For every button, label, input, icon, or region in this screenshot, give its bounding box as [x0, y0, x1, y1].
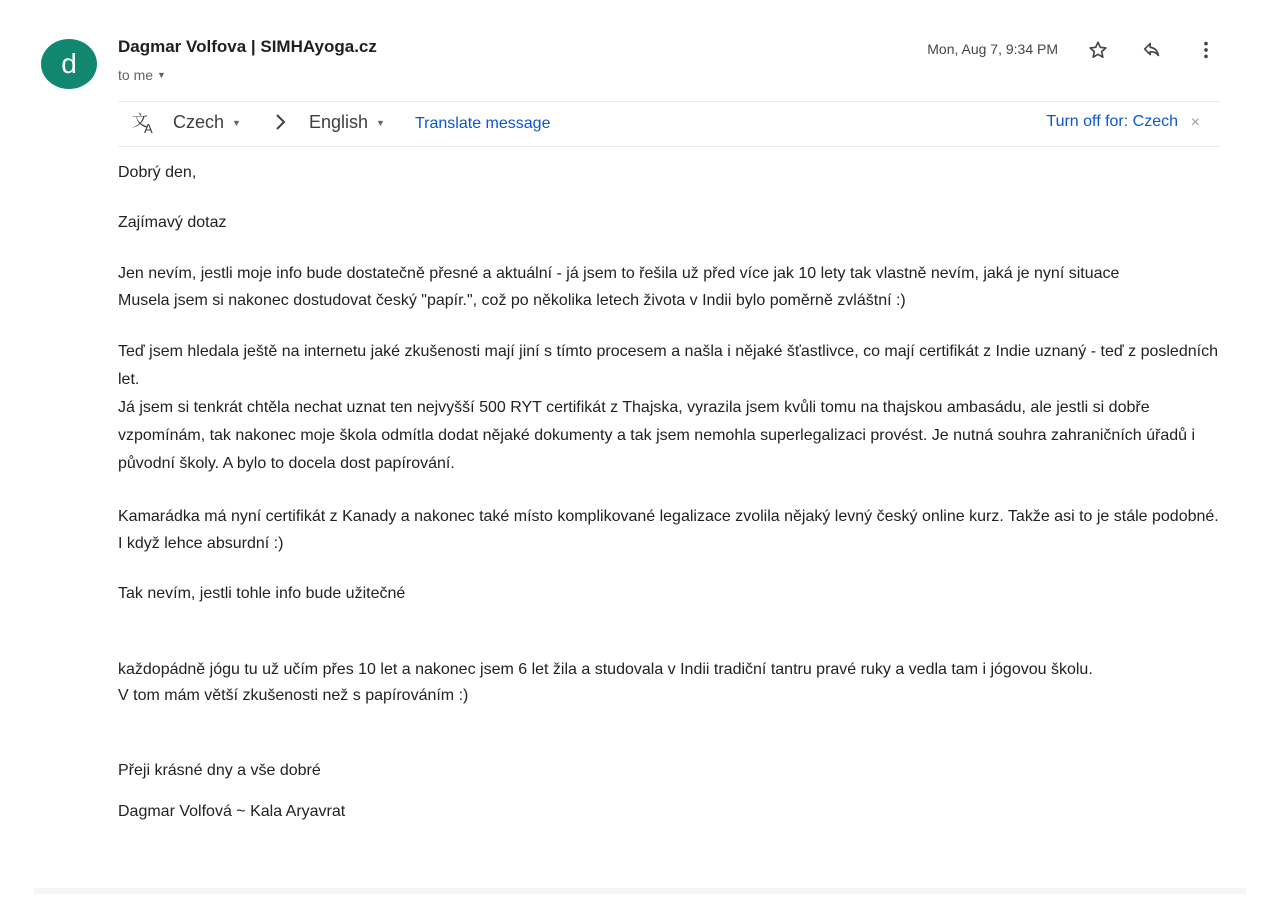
- source-language-dropdown[interactable]: [173, 112, 241, 133]
- body-paragraph: I když lehce absurdní :): [118, 535, 284, 552]
- close-icon[interactable]: ×: [1190, 114, 1200, 131]
- caret-down-icon: ▼: [376, 117, 385, 128]
- star-icon[interactable]: [1083, 35, 1113, 65]
- body-paragraph: V tom mám větší zkušenosti než s papírováním :): [118, 687, 469, 704]
- body-paragraph: Musela jsem si nakonec dostudovat český "papír.", což po několika letech života v Indii bylo poměrně zvláštní :): [118, 292, 906, 309]
- body-paragraph: Kamarádka má nyní certifikát z Kanady a nakonec také místo komplikované legalizace zvolila nějaký levný český online kurz. Takže asi to je stále podobné.: [118, 508, 1219, 525]
- svg-text:A: A: [144, 121, 153, 134]
- caret-down-icon: ▼: [157, 70, 166, 80]
- more-vert-icon[interactable]: [1191, 35, 1221, 65]
- svg-text:文: 文: [132, 113, 149, 130]
- sender-avatar[interactable]: d: [41, 39, 97, 89]
- caret-down-icon: ▼: [232, 117, 241, 128]
- translate-icon: [132, 112, 156, 134]
- signature: Dagmar Volfová ~ Kala Aryavrat: [118, 803, 346, 820]
- recipient-details-toggle[interactable]: [118, 67, 166, 83]
- greeting: Dobrý den,: [118, 164, 197, 181]
- source-language-label: Czech: [173, 112, 225, 132]
- translate-message-link[interactable]: Translate message: [415, 115, 551, 132]
- body-paragraph: Zajímavý dotaz: [118, 214, 227, 231]
- body-paragraph: Tak nevím, jestli tohle info bude užitečné: [118, 585, 406, 602]
- recipient-label: to me: [118, 67, 154, 83]
- turn-off-translation-link[interactable]: Turn off for: Czech: [1046, 113, 1178, 130]
- chevron-right-icon: [274, 112, 288, 132]
- sender-name: Dagmar Volfova | SIMHAyoga.cz: [118, 37, 377, 56]
- email-date: Mon, Aug 7, 9:34 PM: [927, 41, 1058, 57]
- body-paragraph: každopádně jógu tu už učím přes 10 let a nakonec jsem 6 let žila a studovala v Indii tradiční tantru pravé ruky a vedla tam i jógovou školu.: [118, 661, 1093, 678]
- body-paragraph: Teď jsem hledala ještě na internetu jaké zkušenosti mají jiní s tímto procesem a našla i nějaké šťastlivce, co mají certifikát z Indie uznaný - teď z posledních let.: [118, 343, 1218, 388]
- target-language-label: English: [309, 112, 369, 132]
- closing: Přeji krásné dny a vše dobré: [118, 762, 321, 779]
- reply-icon[interactable]: [1137, 35, 1167, 65]
- target-language-dropdown[interactable]: [309, 112, 385, 133]
- body-paragraph: Já jsem si tenkrát chtěla nechat uznat ten nejvyšší 500 RYT certifikát z Thajska, vyrazila jsem kvůli tomu na thajskou ambasádu, ale jestli si dobře vzpomínám, tak nakonec moje škola odmítla dodat nějaké dokumenty a tak jsem nemohla superlegalizaci provést. Je nutná souhra zahraničních úřadů i původní školy. A bylo to docela dost papírování.: [118, 399, 1196, 472]
- email-body: [118, 160, 1228, 824]
- message-footer-divider: [34, 888, 1246, 894]
- translate-bar: [118, 101, 1220, 147]
- body-paragraph: Jen nevím, jestli moje info bude dostatečně přesné a aktuální - já jsem to řešila už před více jak 10 lety tak vlastně nevím, jaká je nyní situace: [118, 265, 1120, 282]
